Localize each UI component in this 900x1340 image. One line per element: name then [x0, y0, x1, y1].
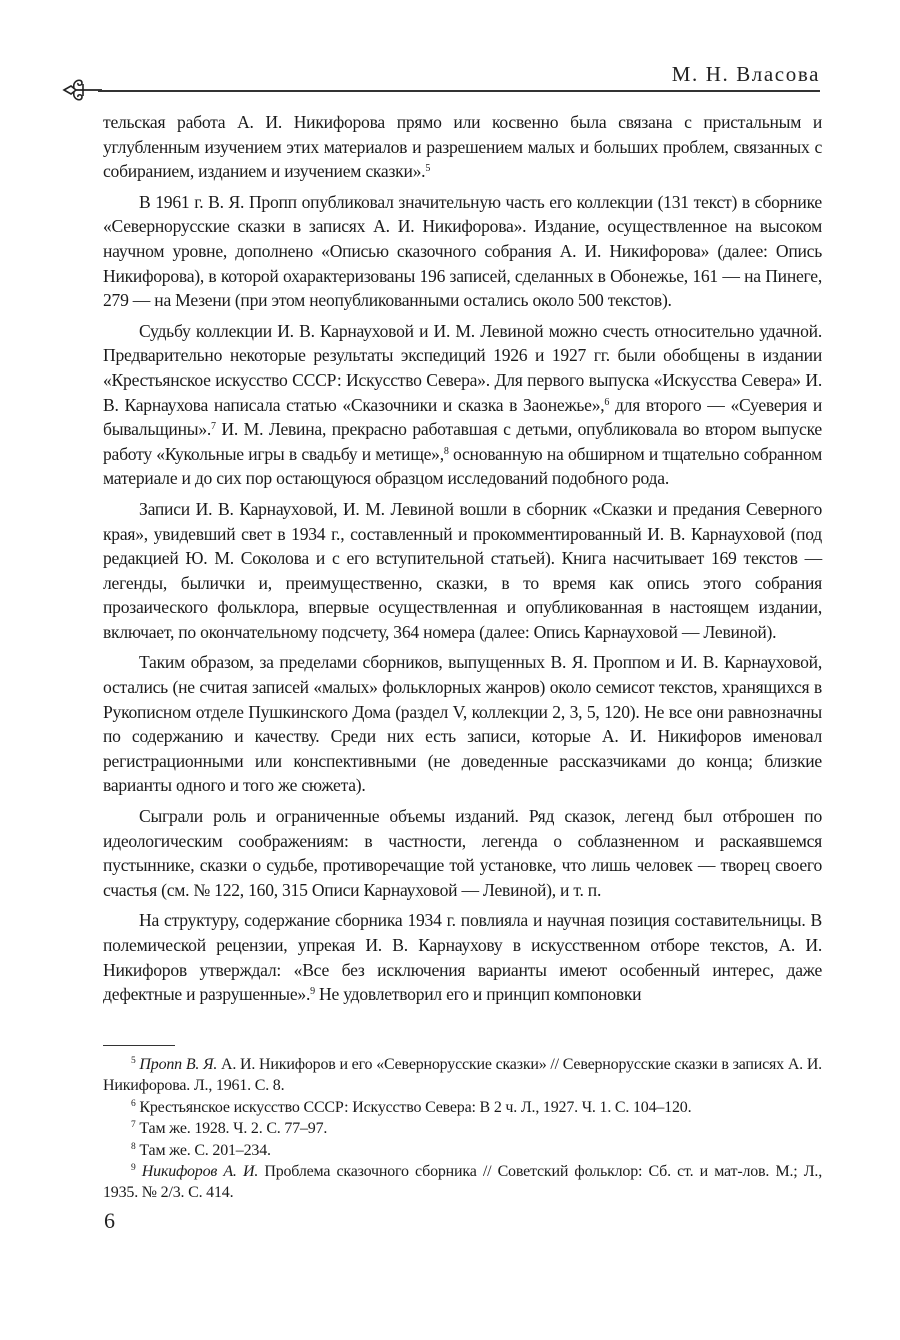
paragraph [103, 650, 822, 798]
running-head [62, 62, 820, 102]
footnote-number: 7 [131, 1120, 136, 1131]
paragraph-text: И. М. Левина, прекрасно работавшая с детьми, опубликовала во втором выпуске работу «Кукольные игры в свадьбу и метище», [103, 419, 822, 464]
footnote-ref[interactable]: 6 [604, 396, 610, 408]
paragraph-text: Сыграли роль и ограниченные объемы изданий. Ряд сказок, легенд был отброшен по идеологическим соображениям: в частности, легенда о соблазненном и раскаявшемся пустыннике, сказки о судьбе, противоречащие той установке, что лишь человек — творец своего счастья (см. № 122, 160, 315 Описи Карнауховой — Левиной), и т. п. [103, 806, 822, 900]
paragraph-text: для второго — «Суеверия и бывальщины». [103, 394, 822, 440]
body-text [103, 110, 822, 1013]
footnote-text: А. И. Никифоров и его «Севернорусские сказки» // Севернорусские сказки в записях А. И. Никифорова. Л., 1961. С. 8. [103, 1056, 822, 1095]
footnote-number: 8 [131, 1141, 136, 1152]
footnote-number: 6 [131, 1098, 136, 1109]
paragraph-text: Записи И. В. Карнауховой, И. М. Левиной вошли в сборник «Сказки и предания Северного края», увидевший свет в 1934 г., составленный и прокомментированный И. В. Карнауховой (под редакцией Ю. М. Соколова и с его вступительной статьей). Книга насчитывает 169 текстов — легенды, былички и, преимущественно, сказки, в то время как опись этого собрания прозаического фольклора, впервые осуществленная и опубликованная в настоящем издании, включает, по окончательному подсчету, 364 номера (далее: Опись Карнауховой — Левиной). [103, 498, 822, 642]
footnote-text: Там же. С. 201–234. [139, 1141, 271, 1159]
paragraph-text: В 1961 г. В. Я. Пропп опубликовал значительную часть его коллекции (131 текст) в сборнике «Севернорусские сказки в записях А. И. Никифорова». Издание, осуществленное на высоком научном уровне, дополнено «Описью сказочного собрания А. И. Никифорова» (далее: Опись Никифорова), в которой охарактеризованы 196 записей, сделанных в Обонежье, 161 — на Пинеге, 279 — на Мезени (при этом неопубликованными остались около 500 текстов). [103, 191, 822, 311]
footnote-number: 9 [131, 1163, 136, 1174]
footnote [103, 1097, 822, 1118]
paragraph-text: Не удовлетворил его и принцип компоновки [314, 984, 642, 1005]
footnote-text: Крестьянское искусство СССР: Искусство Севера: В 2 ч. Л., 1927. Ч. 1. С. 104–120. [139, 1098, 692, 1116]
footnote-text: Проблема сказочного сборника // Советский фольклор: Сб. ст. и мат-лов. М.; Л., 1935. № 2/3. С. 414. [103, 1163, 822, 1202]
header-rule [98, 90, 820, 92]
paragraph [103, 190, 822, 313]
page-number: 6 [104, 1208, 115, 1233]
paragraph [103, 110, 822, 184]
footnotes [103, 1054, 822, 1204]
paragraph [103, 804, 822, 902]
footnote-ref[interactable]: 5 [425, 163, 431, 175]
paragraph-text: Судьбу коллекции И. В. Карнауховой и И. М. Левиной можно счесть относительно удачной. Предварительно некоторые результаты экспедиций 1926 и 1927 гг. были обобщены в издании «Крестьянское искусство СССР: Искусство Севера». Для первого выпуска «Искусства Севера» И. В. Карнаухова написала статью «Сказочники и сказка в Заонежье», [103, 320, 822, 415]
footnote [103, 1054, 822, 1097]
footnote-ref[interactable]: 7 [211, 421, 216, 433]
paragraph [103, 908, 822, 1006]
paragraph-text: На структуру, содержание сборника 1934 г. повлияла и научная позиция составительницы. В полемической рецензии, упрекая И. В. Карнаухову в искусственном отборе текстов, А. И. Никифоров утверждал: «Все без исключения варианты имеют особенный интерес, даже дефектные и разрушенные». [103, 910, 822, 1005]
paragraph [103, 497, 822, 645]
running-head-author: М. Н. Власова [671, 62, 820, 86]
footnote-text: Там же. 1928. Ч. 2. С. 77–97. [139, 1120, 328, 1138]
footnote [103, 1140, 822, 1161]
footnote [103, 1118, 822, 1139]
footnote-separator [103, 1045, 175, 1046]
fleuron-icon [62, 76, 102, 106]
footnote [103, 1161, 822, 1204]
paragraph [103, 319, 822, 491]
footnote-author: Никифоров А. И. [141, 1163, 259, 1181]
paragraph-text: Таким образом, за пределами сборников, выпущенных В. Я. Проппом и И. В. Карнауховой, остались (не считая записей «малых» фольклорных жанров) около семисот текстов, хранящихся в Рукописном отделе Пушкинского Дома (раздел V, коллекции 2, 3, 5, 120). Не все они равнозначны по содержанию и качеству. Среди них есть записи, которые А. И. Никифоров именовал регистрационными или конспективными (не доведенные рассказчиками до конца; близкие варианты одного и того же сюжета). [103, 652, 822, 796]
footnote-ref[interactable]: 8 [443, 445, 449, 457]
paragraph-text: основанную на обширном и тщательно собранном материале и до сих пор остающуюся образцом исследований подобного рода. [103, 443, 822, 489]
paragraph-text: тельская работа А. И. Никифорова прямо или косвенно была связана с пристальным и углубленным изучением этих материалов и разрешением малых и больших проблем, связанных с собиранием, изданием и изучением сказки». [103, 112, 822, 182]
footnote-author: Пропп В. Я. [139, 1056, 218, 1073]
footnote-ref[interactable]: 9 [310, 986, 315, 998]
footnote-number: 5 [131, 1056, 136, 1066]
